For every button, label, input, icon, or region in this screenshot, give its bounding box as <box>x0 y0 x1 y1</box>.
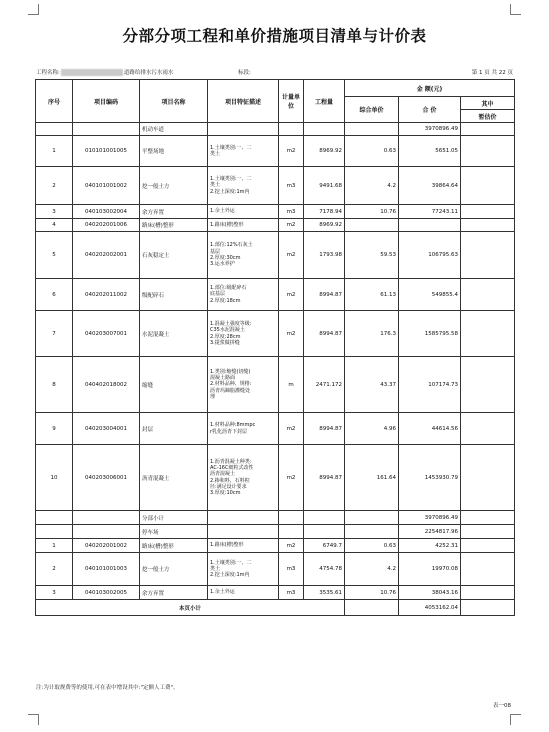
row-code: 040202002001 <box>73 232 140 279</box>
row-qty <box>304 525 345 539</box>
project-name <box>36 68 173 76</box>
row-unit <box>279 123 304 136</box>
row-name: 平整场地 <box>140 136 208 167</box>
page-subtotal-total: 4053162.04 <box>399 600 461 616</box>
row-provisional <box>461 311 515 357</box>
row-feature <box>208 167 279 205</box>
row-unit-price: 0.63 <box>345 136 399 167</box>
row-seq: 4 <box>36 219 73 232</box>
row-qty: 9491.68 <box>304 167 345 205</box>
row-provisional <box>461 167 515 205</box>
row-provisional <box>461 123 515 136</box>
table-row <box>36 553 515 586</box>
form-number: 表一08 <box>493 703 511 709</box>
row-unit-price: 4.2 <box>345 167 399 205</box>
table-row <box>36 167 515 205</box>
row-total: 44614.56 <box>399 413 461 445</box>
row-unit: m3 <box>279 167 304 205</box>
row-provisional <box>461 357 515 413</box>
row-code: 040103002005 <box>73 586 140 600</box>
row-qty: 8969.92 <box>304 219 345 232</box>
row-name: 机动车道 <box>140 123 208 136</box>
row-feature <box>208 553 279 586</box>
row-provisional <box>461 445 515 511</box>
row-total: 107174.73 <box>399 357 461 413</box>
row-qty <box>304 123 345 136</box>
footnote: 注:为计取规费等的使用,可在表中增设其中:"定额人工费"。 <box>36 685 179 691</box>
page-title: 分部分项工程和单价措施项目清单与计价表 <box>122 26 427 45</box>
row-code: 040202001006 <box>73 219 140 232</box>
feature-line: 1.部位:级配碎石 <box>210 285 247 292</box>
page-info: 第 1 页 共 22 页 <box>471 70 513 76</box>
row-unit-price: 59.53 <box>345 232 399 279</box>
row-unit-price <box>345 219 399 232</box>
row-seq: 3 <box>36 586 73 600</box>
col-feature: 项目特征描述 <box>208 80 279 123</box>
row-total: 39864.64 <box>399 167 461 205</box>
row-code <box>73 123 140 136</box>
feature-line: 1.部位:12%石灰土 <box>210 242 253 249</box>
row-total: 549855.4 <box>399 279 461 311</box>
row-unit: m3 <box>279 586 304 600</box>
row-unit: m2 <box>279 219 304 232</box>
row-code: 040202001002 <box>73 539 140 553</box>
project-label: 工程名称: <box>36 70 60 76</box>
row-total: 77243.11 <box>399 205 461 219</box>
feature-line: 混凝土路面 <box>210 375 236 382</box>
row-qty: 7178.94 <box>304 205 345 219</box>
feature-line: 1.土壤类别:一、二 <box>210 559 252 566</box>
col-seq: 序号 <box>36 80 73 123</box>
row-unit-price: 10.76 <box>345 586 399 600</box>
row-total: 5651.05 <box>399 136 461 167</box>
feature-line: 1.余土外运 <box>210 208 235 215</box>
row-unit <box>279 525 304 539</box>
row-provisional <box>461 232 515 279</box>
col-unit-price: 综合单价 <box>345 97 399 123</box>
row-name: 封层 <box>140 413 208 445</box>
row-unit: m2 <box>279 413 304 445</box>
row-provisional <box>461 553 515 586</box>
row-seq: 1 <box>36 136 73 167</box>
row-code: 040101001002 <box>73 167 140 205</box>
row-qty <box>304 511 345 525</box>
table-row <box>36 232 515 279</box>
row-name: 挖一般土方 <box>140 553 208 586</box>
table-row <box>36 586 515 600</box>
row-qty: 8994.87 <box>304 311 345 357</box>
feature-line: 沥青玛蹄脂灌缝处 <box>210 387 251 394</box>
page-subtotal-price <box>345 600 399 616</box>
row-feature <box>208 311 279 357</box>
row-feature <box>208 219 279 232</box>
feature-line: 沥青混凝土 <box>210 471 236 478</box>
col-total: 合 价 <box>399 97 461 123</box>
row-unit-price: 4.96 <box>345 413 399 445</box>
row-total: 1453930.79 <box>399 445 461 511</box>
feature-line: 2.厚度:30cm <box>210 255 241 261</box>
row-feature <box>208 279 279 311</box>
table-row <box>36 525 515 539</box>
table-row <box>36 205 515 219</box>
row-provisional <box>461 539 515 553</box>
feature-line: 类土 <box>210 565 221 572</box>
row-seq: 2 <box>36 553 73 586</box>
table-header <box>36 80 515 123</box>
col-code: 项目编码 <box>73 80 140 123</box>
row-feature <box>208 232 279 279</box>
crop-mark-bottom-left <box>28 714 39 725</box>
row-feature <box>208 445 279 511</box>
row-unit: m2 <box>279 445 304 511</box>
row-total: 38043.16 <box>399 586 461 600</box>
row-name: 石灰稳定土 <box>140 232 208 279</box>
feature-line: AC-16C细粒式改性 <box>210 464 254 471</box>
row-code <box>73 525 140 539</box>
row-unit: m2 <box>279 279 304 311</box>
row-seq: 7 <box>36 311 73 357</box>
table-row <box>36 413 515 445</box>
feature-line: 类土 <box>210 182 221 189</box>
row-unit-price: 161.64 <box>345 445 399 511</box>
feature-line: 2.厚度:28cm <box>210 333 241 340</box>
row-feature <box>208 205 279 219</box>
row-code <box>73 511 140 525</box>
feature-line: r乳化沥青下封层 <box>210 428 248 435</box>
row-unit: m2 <box>279 136 304 167</box>
row-feature <box>208 123 279 136</box>
row-unit-price <box>345 525 399 539</box>
feature-line: 3.厚度:10cm <box>210 490 241 497</box>
col-of-which: 其中 <box>461 97 515 110</box>
row-total: 3970896.49 <box>399 123 461 136</box>
row-name: 级配碎石 <box>140 279 208 311</box>
feature-line: 1.土壤类别:一、二 <box>210 144 252 151</box>
row-provisional <box>461 219 515 232</box>
crop-mark-top-right <box>510 4 521 15</box>
col-unit: 计量单位 <box>279 80 304 123</box>
feature-line: 1.类别:缩缝(切缝) <box>210 368 251 375</box>
row-feature <box>208 539 279 553</box>
row-seq: 5 <box>36 232 73 279</box>
row-code: 040101001003 <box>73 553 140 586</box>
feature-line: 径:满足设计要求 <box>210 483 247 490</box>
row-feature <box>208 136 279 167</box>
row-total: 2254817.96 <box>399 525 461 539</box>
feature-line: 1.混凝土强度等级: <box>210 320 252 327</box>
page-subtotal-provisional <box>461 600 515 616</box>
col-provisional: 暂估价 <box>461 110 515 123</box>
col-name: 项目名称 <box>140 80 208 123</box>
feature-line: 底基层 <box>210 291 226 298</box>
feature-line: 2.挖土深度:1m内 <box>210 572 250 579</box>
table-row <box>36 279 515 311</box>
row-unit-price: 43.37 <box>345 357 399 413</box>
row-provisional <box>461 413 515 445</box>
row-qty: 4754.78 <box>304 553 345 586</box>
row-seq <box>36 525 73 539</box>
row-qty: 8994.87 <box>304 279 345 311</box>
page-subtotal-label: 本页小计 <box>36 600 345 616</box>
row-code: 040402018002 <box>73 357 140 413</box>
row-code: 040203006001 <box>73 445 140 511</box>
row-seq: 9 <box>36 413 73 445</box>
row-name: 沥青混凝土 <box>140 445 208 511</box>
row-seq: 10 <box>36 445 73 511</box>
col-qty: 工程量 <box>304 80 345 123</box>
row-code: 040203007001 <box>73 311 140 357</box>
row-total: 106795.63 <box>399 232 461 279</box>
col-amount-group: 金 额(元) <box>345 80 515 97</box>
row-feature <box>208 413 279 445</box>
row-code: 040203004001 <box>73 413 140 445</box>
feature-line: 3.提浆做拼缝 <box>210 339 240 346</box>
row-unit-price: 4.2 <box>345 553 399 586</box>
row-unit: m3 <box>279 205 304 219</box>
table-row <box>36 311 515 357</box>
row-seq: 8 <box>36 357 73 413</box>
table-row <box>36 123 515 136</box>
row-total: 4252.31 <box>399 539 461 553</box>
feature-line: 3.运水养护 <box>210 261 235 268</box>
row-code: 010101001005 <box>73 136 140 167</box>
row-name: 水泥混凝土 <box>140 311 208 357</box>
row-unit <box>279 511 304 525</box>
row-provisional <box>461 279 515 311</box>
row-unit-price: 61.13 <box>345 279 399 311</box>
project-suffix: 道路给排水污水雨水 <box>123 70 174 76</box>
row-name: 挖一般土方 <box>140 167 208 205</box>
feature-line: 2.材料品种、规格: <box>210 381 252 388</box>
page-subtotal-row <box>36 600 515 616</box>
feature-line: 1.余土外运 <box>210 589 235 596</box>
table-row <box>36 445 515 511</box>
table-body <box>36 123 515 600</box>
row-seq: 6 <box>36 279 73 311</box>
feature-line: 1.土壤类别:一、二 <box>210 176 252 183</box>
feature-line: 类土 <box>210 151 221 157</box>
feature-line: 1.路床(槽)整形 <box>210 221 244 228</box>
redacted-project-name <box>61 69 123 76</box>
row-unit: m <box>279 357 304 413</box>
feature-line: 理 <box>210 393 216 400</box>
row-provisional <box>461 511 515 525</box>
row-feature <box>208 357 279 413</box>
row-unit-price <box>345 123 399 136</box>
table-row <box>36 136 515 167</box>
row-total: 3970896.49 <box>399 511 461 525</box>
feature-line: 2.厚度:18cm <box>210 297 241 304</box>
row-unit: m2 <box>279 539 304 553</box>
row-seq <box>36 511 73 525</box>
row-name: 停车场 <box>140 525 208 539</box>
crop-mark-top-left <box>28 4 39 15</box>
row-unit: m2 <box>279 311 304 357</box>
row-seq <box>36 123 73 136</box>
row-seq: 3 <box>36 205 73 219</box>
row-unit: m2 <box>279 232 304 279</box>
row-feature <box>208 586 279 600</box>
row-qty: 2471.172 <box>304 357 345 413</box>
row-name: 余方弃置 <box>140 586 208 600</box>
row-qty: 6749.7 <box>304 539 345 553</box>
row-unit: m3 <box>279 553 304 586</box>
row-feature <box>208 525 279 539</box>
feature-line: 2.掺和料、石料粒 <box>210 477 250 484</box>
feature-line: 1.路床(槽)整形 <box>210 542 244 549</box>
feature-line: 基层 <box>210 248 221 255</box>
row-seq: 1 <box>36 539 73 553</box>
row-total: 1585795.58 <box>399 311 461 357</box>
crop-mark-bottom-right <box>510 714 521 725</box>
row-qty: 8994.87 <box>304 445 345 511</box>
table-row <box>36 219 515 232</box>
row-qty: 1793.98 <box>304 232 345 279</box>
row-provisional <box>461 586 515 600</box>
row-provisional <box>461 525 515 539</box>
table-row <box>36 357 515 413</box>
row-feature <box>208 511 279 525</box>
row-provisional <box>461 205 515 219</box>
row-qty: 8969.92 <box>304 136 345 167</box>
feature-line: C35水泥混凝土 <box>210 327 245 334</box>
table-row <box>36 539 515 553</box>
feature-line: 1.材料品种:8mmpc <box>210 422 256 429</box>
row-unit-price: 0.63 <box>345 539 399 553</box>
row-total <box>399 219 461 232</box>
row-name: 缩缝 <box>140 357 208 413</box>
row-name: 路床(槽)整形 <box>140 219 208 232</box>
row-qty: 3535.61 <box>304 586 345 600</box>
row-name: 余方弃置 <box>140 205 208 219</box>
row-code: 040103002004 <box>73 205 140 219</box>
section-label: 标段: <box>238 70 251 76</box>
row-name: 分部小计 <box>140 511 208 525</box>
bill-table <box>35 79 515 616</box>
row-name: 路床(槽)整形 <box>140 539 208 553</box>
row-seq: 2 <box>36 167 73 205</box>
feature-line: 1.沥青混凝土种类: <box>210 458 252 465</box>
feature-line: 2.挖土深度:1m内 <box>210 188 250 195</box>
row-total: 19970.08 <box>399 553 461 586</box>
row-code: 040202011002 <box>73 279 140 311</box>
row-unit-price: 176.3 <box>345 311 399 357</box>
row-unit-price <box>345 511 399 525</box>
row-unit-price: 10.76 <box>345 205 399 219</box>
row-qty: 8994.87 <box>304 413 345 445</box>
row-provisional <box>461 136 515 167</box>
table-row <box>36 511 515 525</box>
